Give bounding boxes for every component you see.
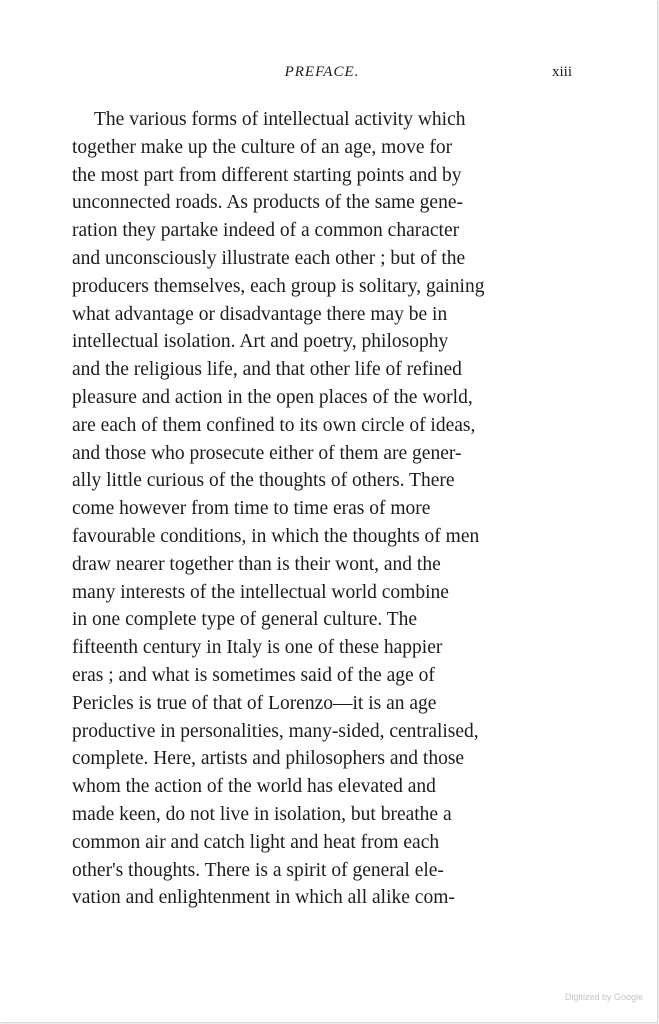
- body-paragraph: [72, 106, 572, 912]
- digitized-watermark: Digitized by Google: [564, 992, 643, 1002]
- text-line: what advantage or disadvantage there may be in: [72, 303, 448, 325]
- text-line: productive in personalities, many-sided, centralised,: [72, 720, 479, 742]
- text-line: and those who prosecute either of them are gener-: [72, 442, 462, 464]
- text-line: whom the action of the world has elevated and: [72, 776, 436, 798]
- text-line: in one complete type of general culture. The: [72, 609, 418, 631]
- running-title: PREFACE.: [284, 64, 360, 80]
- text-line: many interests of the intellectual world combine: [72, 581, 449, 603]
- text-line: common air and catch light and heat from each: [72, 831, 440, 853]
- text-line: Pericles is true of that of Lorenzo—it is an age: [72, 692, 437, 714]
- text-line: and unconsciously illustrate each other ; but of the: [72, 247, 466, 269]
- text-line: favourable conditions, in which the thoughts of men: [72, 525, 480, 547]
- text-line: eras ; and what is sometimes said of the age of: [72, 664, 435, 686]
- running-head: [72, 64, 572, 86]
- text-line: unconnected roads. As products of the same gene-: [72, 192, 463, 214]
- text-line: draw nearer together than is their wont, and the: [72, 553, 441, 575]
- text-line: vation and enlightenment in which all alike com-: [72, 887, 455, 909]
- text-line: ally little curious of the thoughts of others. There: [72, 470, 455, 492]
- text-line: other's thoughts. There is a spirit of general ele-: [72, 859, 444, 881]
- text-line: made keen, do not live in isolation, but breathe a: [72, 803, 452, 825]
- text-line: intellectual isolation. Art and poetry, philosophy: [72, 331, 449, 353]
- text-line: are each of them confined to its own circle of ideas,: [72, 414, 476, 436]
- text-line: fifteenth century in Italy is one of these happier: [72, 637, 443, 659]
- text-line: the most part from different starting points and by: [72, 164, 462, 186]
- text-line: and the religious life, and that other life of refined: [72, 359, 462, 381]
- text-line: pleasure and action in the open places of the world,: [72, 386, 473, 408]
- page-number: xiii: [551, 64, 572, 80]
- text-line: together make up the culture of an age, move for: [72, 136, 453, 158]
- text-line: complete. Here, artists and philosophers and those: [72, 748, 465, 770]
- text-line: ration they partake indeed of a common character: [72, 220, 460, 242]
- text-line: come however from time to time eras of more: [72, 498, 431, 520]
- text-line: producers themselves, each group is solitary, gaining: [72, 275, 485, 297]
- text-line: The various forms of intellectual activity which: [94, 109, 466, 130]
